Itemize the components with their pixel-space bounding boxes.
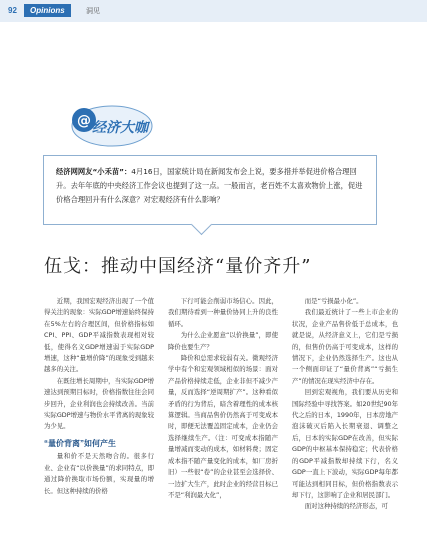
paragraph: 降价和总需求较弱有关。微观经济学中有个和宏观领域相似的场景：面对产品价格持续走低，企业非但不减少产量，反而选择“逆周期扩产”。这种看似矛盾的行为背后，暗含着理性的成本核算逻辑。当商品售价仍然高于可变成本时，即便无法覆盖固定成本，企业仍会选择继续生产。（注：可变成本指随产量增减而变动的成本，如材料费；固定成本指不随产量变化的成本，如厂房折旧）一些很“卷”的企业甚至会选择价、一边扩大生产，此时企业的经营目标已不是“利润最大化”， xyxy=(168,354,278,499)
paragraph: 近期，我国宏观经济出现了一个值得关注的现象：实际GDP增速始终保持在5%左右的合理区间，但价格指标如CPI、PPI、GDP平减指数表现相对较低，使得名义GDP增速弱于实际GDP增速，这种“量增价降”的现象受到越来越多的关注。 xyxy=(44,297,154,374)
header-band xyxy=(0,0,427,22)
column-2 xyxy=(168,296,278,501)
section-tag: Opinions xyxy=(24,4,71,17)
paragraph: 下行可能会削弱市场信心。因此，我们期待看到一种量价协同上升的良性循环。 xyxy=(168,297,278,328)
paragraph: 回到宏观视角，我们要从历史和国际经验中寻找答案。如20世纪90年代之后的日本，1990年，日本房地产泡沫破灭后陷入长期衰退、调整之后，日本的实际GDP在改善，但实际GDP的中枢基本保持稳定；代表价格的GDP平减指数却持续下行，名义GDP一直上下波动，实际GDP每年都可能达到相同目标，但价格指数表示却下行，这影响了企业和居民部门。 xyxy=(292,388,398,499)
svg-text:@: @ xyxy=(77,113,91,129)
article-title: 伍戈：推动中国经济“量价齐升” xyxy=(44,256,312,277)
page-number: 92 xyxy=(8,6,17,15)
intro-body: 4月16日，国家统计局在新闻发布会上说，要多措并举促进价格合理回升。去年年底的中央经济工作会议也提到了这一点。一般而言，老百姓不太喜欢物价上涨，促进价格合理回升有什么深意？对宏观经济有什么影响？ xyxy=(56,167,363,204)
column-3 xyxy=(292,296,398,513)
paragraph: 在既往增长周期中，当实际GDP增速达到预期目标时，价格指数往往会同步回升，企业利润也会持续改善。当前实际GDP增速与物价水平背离的现象较为少见。 xyxy=(44,376,154,431)
intro-text xyxy=(56,165,366,207)
paragraph: 面对这种持续的经济形态，可 xyxy=(304,502,388,511)
intro-lead: 经济网网友“小禾苗”： xyxy=(56,167,132,176)
paragraph: 而是“亏损最小化”。 xyxy=(304,297,363,305)
column-1 xyxy=(44,296,154,497)
speech-tail xyxy=(191,214,212,235)
subheading: “量价背离”如何产生 xyxy=(44,438,116,448)
badge-label: 经济大咖 xyxy=(92,120,148,136)
badge-logo-icon xyxy=(64,98,156,152)
column-name: 洞见 xyxy=(86,7,100,15)
intro-box xyxy=(43,155,377,225)
column-badge xyxy=(64,98,156,152)
paragraph: 为什么企业愿意“以价换量”，即使降价也要生产？ xyxy=(168,331,278,351)
paragraph: 量和价不是天然吻合的。很多行业、企业有“以价换量”的求同特点，即通过降价换取市场份额，实现量的增长。但这种持续的价格 xyxy=(44,452,154,495)
paragraph: 我们最近统计了一些上市企业的状况，企业产品售价低于总成本，也就是说，从经济意义上，它们是亏损的，但售价仍高于可变成本，这样的情况下，企业仍然选择生产。这也从一个侧面印证了“量价背离”“亏损生产”的情况在现实经济中存在。 xyxy=(292,308,398,385)
